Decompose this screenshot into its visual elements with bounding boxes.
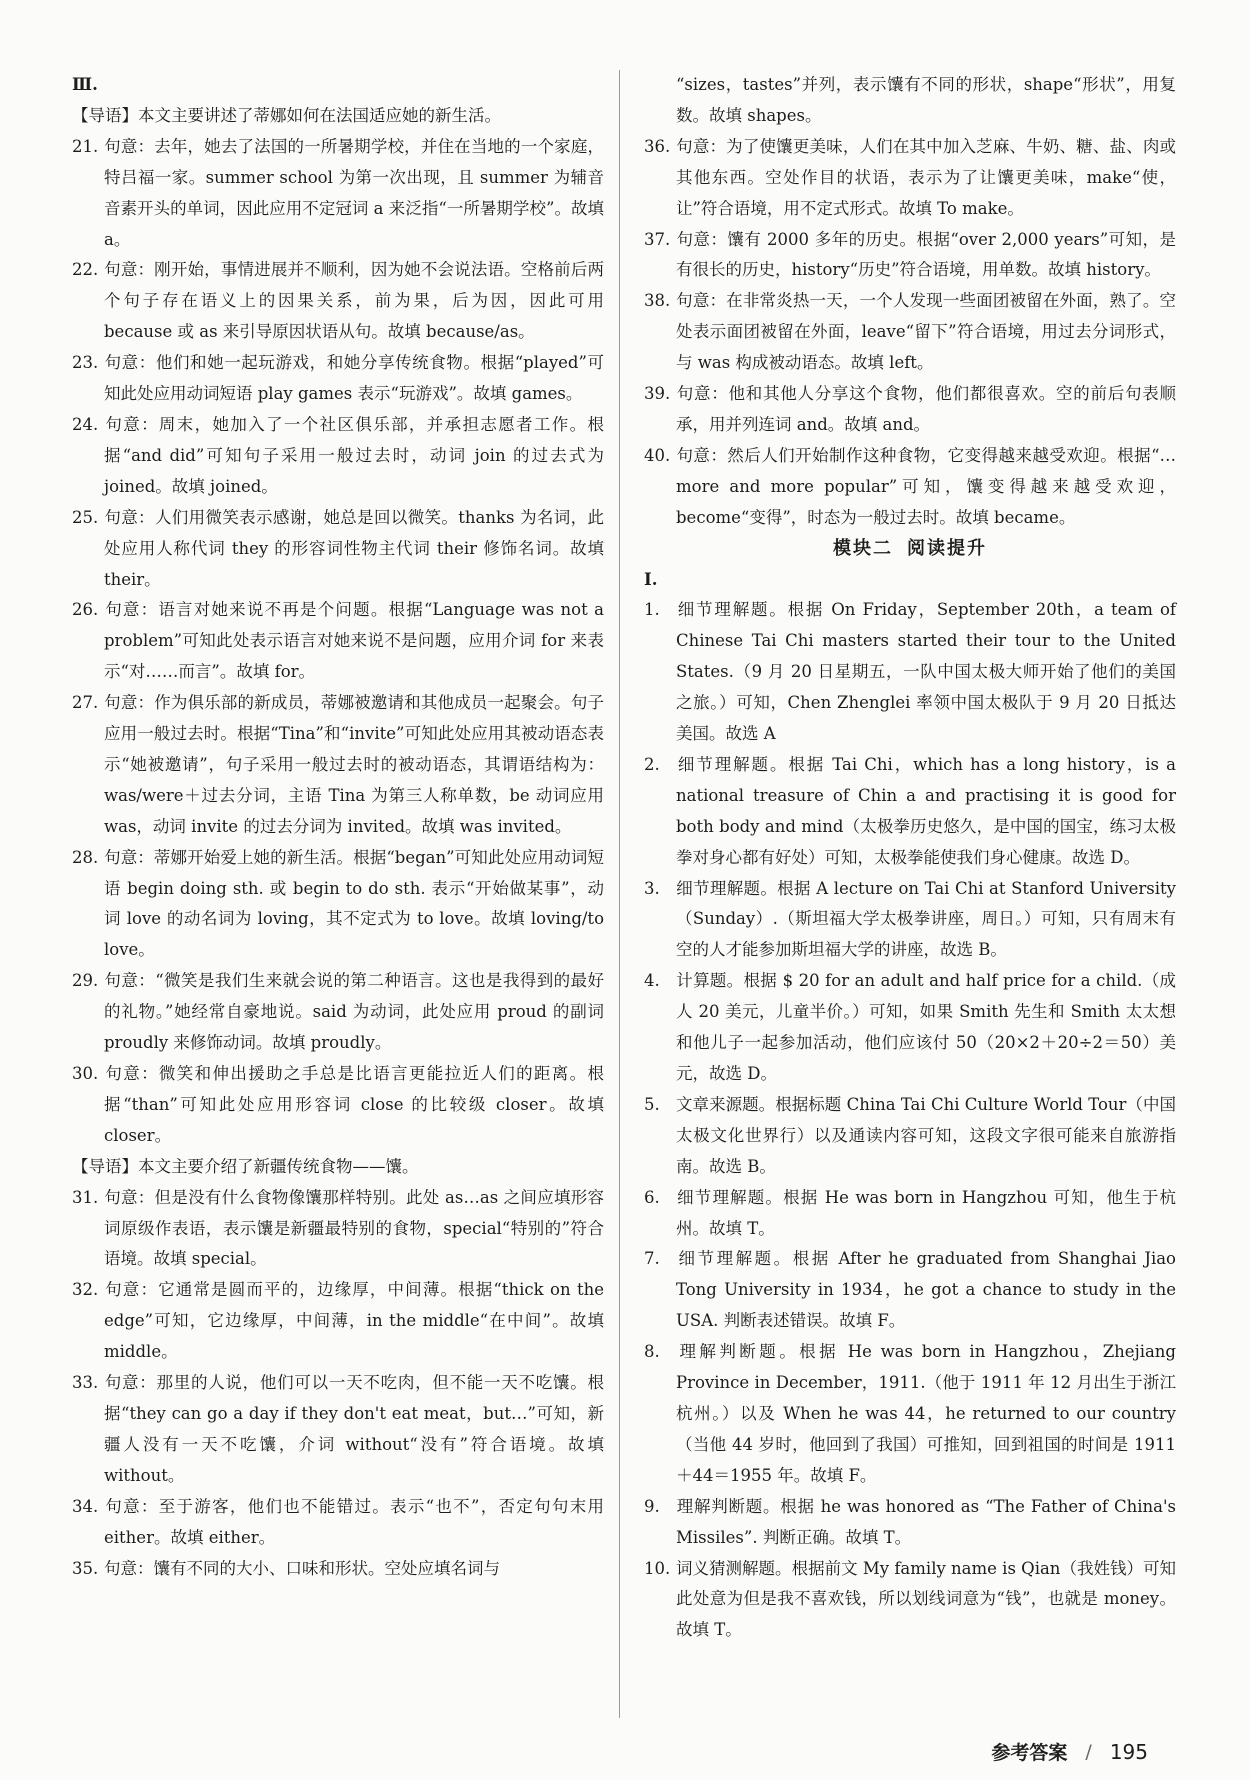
answer-text: 句意：去年，她去了法国的一所暑期学校，并住在当地的一个家庭，特吕福一家。summer school 为第一次出现，且 summer 为辅音音素开头的单词，因此应用不定冠词 a 来泛指“一所暑期学校”。故填 a。 [104,136,604,249]
footer-label: 参考答案 [991,1742,1068,1764]
answer-text: 词义猜测解题。根据前文 My family name is Qian（我姓钱）可知此处意为但是我不喜欢钱，所以划线词意为“钱”，也就是 money。故填 T。 [676,1558,1176,1640]
answer-item [644,1554,1176,1647]
right-column [644,70,1176,1646]
answer-text: 细节理解题。根据 On Friday，September 20th，a team of Chinese Tai Chi masters started their tour to the United States.（9 月 20 日星期五，一队中国太极大师开始了他们的美国之旅。）可知，Chen Zhenglei 率领中国太极队于 9 月 20 日抵达美国。故选 A [676,600,1176,744]
answer-number: 38. [644,291,671,311]
answer-number: 3. [644,878,660,898]
answer-continuation: “sizes，tastes”并列，表示馕有不同的形状，shape“形状”，用复数。故填 shapes。 [676,75,1176,125]
answer-item [72,1275,604,1368]
answer-number: 9. [644,1496,660,1516]
answer-item [644,379,1176,441]
answer-text: 句意：人们用微笑表示感谢，她总是回以微笑。thanks 为名词，此处应用人称代词 they 的形容词性物主代词 their 修饰名词。故填 their。 [104,507,604,589]
section-heading-iii: Ⅲ. [72,75,98,94]
answer-number: 4. [644,971,660,991]
answer-number: 30. [72,1064,99,1083]
answer-item [644,595,1176,750]
answer-item [72,966,604,1059]
answer-item [644,1492,1176,1554]
answer-text: 句意：他们和她一起玩游戏，和她分享传统食物。根据“played”可知此处应用动词短语 play games 表示“玩游戏”。故填 games。 [104,353,604,404]
answer-text: 细节理解题。根据 He was born in Hangzhou 可知，他生于杭州。故填 T。 [676,1187,1176,1238]
answer-number: 5. [644,1094,660,1114]
answer-item [72,255,604,348]
answer-text: 细节理解题。根据 After he graduated from Shanghai Jiao Tong University in 1934，he got a chance to study in the USA. 判断表述错误。故填 F。 [676,1249,1176,1331]
page-number: 195 [1109,1739,1148,1764]
answer-number: 10. [644,1558,671,1578]
answer-text: 句意：那里的人说，他们可以一天不吃肉，但不能一天不吃馕。根据“they can go a day if they don't eat meat，but…”可知，新疆人没有一天不吃馕，介词 without“没有”符合语境。故填 without。 [104,1373,604,1485]
answer-item [72,1554,604,1585]
answer-text: 句意：但是没有什么食物像馕那样特别。此处 as…as 之间应填形容词原级作表语，表示馕是新疆最特别的食物，special“特别的”符合语境。故填 special。 [104,1187,604,1269]
answer-text: 句意：然后人们开始制作这种食物，它变得越来越受欢迎。根据“… more and more popular”可知，馕变得越来越受欢迎，become“变得”，时态为一般过去时。故填 became。 [676,445,1176,527]
answer-item [72,1492,604,1554]
answer-number: 39. [644,384,671,404]
answer-text: 句意：至于游客，他们也不能错过。表示“也不”，否定句句末用 either。故填 either。 [104,1496,604,1547]
guide-note-2: 【导语】本文主要介绍了新疆传统食物——馕。 [72,1156,419,1176]
answer-item [644,1337,1176,1492]
answer-number: 27. [72,693,99,713]
answer-item [644,874,1176,967]
answer-text: 计算题。根据 $ 20 for an adult and half price for a child.（成人 20 美元，儿童半价。）可知，如果 Smith 先生和 Smith 太太想和他儿子一起参加活动，他们应该付 50（20×2＋20÷2＝50）美元，故选 D。 [676,971,1176,1083]
answer-text: 句意：语言对她来说不再是个问题。根据“Language was not a problem”可知此处表示语言对她来说不是问题，应用介词 for 来表示“对……而言”。故填 for。 [104,600,604,682]
answer-number: 2. [644,754,660,774]
answer-item [72,1368,604,1492]
module-name: 阅读提升 [907,537,987,559]
answer-text: 句意：它通常是圆而平的，边缘厚，中间薄。根据“thick on the edge”可知，它边缘厚，中间薄，in the middle“在中间”。故填 middle。 [104,1280,604,1362]
answer-text: 句意：作为俱乐部的新成员，蒂娜被邀请和其他成员一起聚会。句子应用一般过去时。根据“Tina”和“invite”可知此处应用其被动语态表示“她被邀请”，句子采用一般过去时的被动语态，其谓语结构为：was/were＋过去分词，主语 Tina 为第三人称单数，be 动词应用 was，动词 invite 的过去分词为 invited。故填 was invited。 [104,693,604,836]
answer-number: 34. [72,1496,99,1516]
answer-text: 理解判断题。根据 He was born in Hangzhou，Zhejiang Province in December，1911.（他于 1911 年 12 月出生于浙江杭州。）以及 When he was 44，he returned to our country（当他 44 岁时，他回到了我国）可推知，回到祖国的时间是 1911＋44＝1955 年。故填 F。 [676,1342,1176,1485]
answer-item [72,843,604,967]
answer-number: 24. [72,414,99,434]
answer-item [644,1244,1176,1337]
answer-text: 句意：“微笑是我们生来就会说的第二种语言。这也是我得到的最好的礼物。”她经常自豪地说。said 为动词，此处应用 proud 的副词 proudly 来修饰动词。故填 proudly。 [104,971,604,1053]
answer-item [644,441,1176,534]
answer-item [72,503,604,596]
answer-number: 1. [644,600,660,620]
answer-number: 22. [72,260,99,280]
module-title [644,534,1176,565]
answer-text: 句意：周末，她加入了一个社区俱乐部，并承担志愿者工作。根据“and did”可知句子采用一般过去时，动词 join 的过去式为 joined。故填 joined。 [104,414,604,496]
answer-number: 7. [644,1249,660,1269]
answer-item [644,286,1176,379]
answer-text: 句意：蒂娜开始爱上她的新生活。根据“began”可知此处应用动词短语 begin doing sth. 或 begin to do sth. 表示“开始做某事”，动词 love 的动名词为 loving，其不定式为 to love。故填 loving/to love。 [104,847,604,960]
answer-text: 句意：他和其他人分享这个食物，他们都很喜欢。空的前后句表顺承，用并列连词 and。故填 and。 [676,384,1176,434]
answer-number: 26. [72,600,99,620]
answer-number: 36. [644,136,671,156]
answer-number: 31. [72,1187,99,1207]
answer-number: 8. [644,1342,660,1362]
module-number: 模块二 [833,537,893,559]
answer-number: 35. [72,1558,99,1578]
answer-item [644,1183,1176,1245]
answer-number: 32. [72,1280,99,1300]
answer-text: 句意：在非常炎热一天，一个人发现一些面团被留在外面，熟了。空处表示面团被留在外面，leave“留下”符合语境，用过去分词形式，与 was 构成被动语态。故填 left。 [676,291,1176,373]
answer-item [644,966,1176,1090]
answer-item [72,1059,604,1152]
answer-text: 理解判断题。根据 he was honored as “The Father of China's Missiles”. 判断正确。故填 T。 [676,1496,1176,1547]
left-column [72,70,604,1584]
answer-item [72,348,604,410]
answer-text: 句意：微笑和伸出援助之手总是比语言更能拉近人们的距离。根据“than”可知此处应用形容词 close 的比较级 closer。故填 closer。 [104,1064,604,1145]
answer-item [72,595,604,688]
answer-text: 句意：馕有不同的大小、口味和形状。空处应填名词与 [104,1558,500,1578]
answer-item [644,132,1176,225]
answer-number: 21. [72,136,99,156]
answer-number: 29. [72,971,99,991]
answer-number: 25. [72,507,99,527]
guide-note-1: 【导语】本文主要讲述了蒂娜如何在法国适应她的新生活。 [72,105,501,125]
answer-number: 33. [72,1373,99,1393]
answer-item [72,1183,604,1276]
answer-item [644,750,1176,874]
answer-text: 句意：为了使馕更美味，人们在其中加入芝麻、牛奶、糖、盐、肉或其他东西。空处作目的状语，表示为了让馕更美味，make“使，让”符合语境，用不定式形式。故填 To make。 [676,136,1176,218]
answer-number: 23. [72,353,99,373]
answer-text: 句意：刚开始，事情进展并不顺利，因为她不会说法语。空格前后两个句子存在语义上的因果关系，前为果，后为因，因此可用 because 或 as 来引导原因状语从句。故填 because/as。 [104,260,604,342]
answer-number: 6. [644,1187,660,1207]
answer-text: 文章来源题。根据标题 China Tai Chi Culture World Tour（中国太极文化世界行）以及通读内容可知，这段文字很可能来自旅游指南。故选 B。 [676,1094,1176,1176]
answer-text: 细节理解题。根据 A lecture on Tai Chi at Stanford University（Sunday）.（斯坦福大学太极拳讲座，周日。）可知，只有周末有空的人才能参加斯坦福大学的讲座，故选 B。 [676,878,1176,960]
answer-item [72,688,604,843]
answer-item [72,132,604,256]
answer-number: 40. [644,445,671,465]
answer-number: 37. [644,229,671,249]
answer-number: 28. [72,847,99,867]
answer-item [72,410,604,503]
section-heading-i: Ⅰ. [644,569,658,589]
answer-item [644,1090,1176,1183]
answer-text: 细节理解题。根据 Tai Chi，which has a long history，is a national treasure of Chin a and practising it is good for both body and mind（太极拳历史悠久，是中国的国宝，练习太极拳对身心都有好处）可知，太极拳能使我们身心健康。故选 D。 [676,754,1176,867]
column-divider [619,70,620,1718]
page-footer [991,1738,1148,1765]
answer-text: 句意：馕有 2000 多年的历史。根据“over 2,000 years”可知，是有很长的历史，history“历史”符合语境，用单数。故填 history。 [676,229,1176,280]
footer-separator: / [1085,1740,1092,1763]
answer-item [644,225,1176,287]
